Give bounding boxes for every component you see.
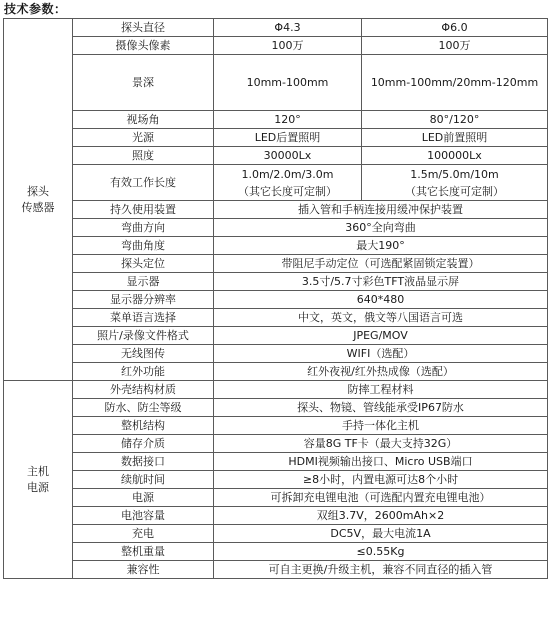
table-row (4, 363, 548, 381)
row-value: LED前置照明 (362, 129, 548, 147)
row-label: 弯曲方向 (73, 219, 214, 237)
row-label: 充电 (73, 525, 214, 543)
row-value (362, 165, 548, 201)
row-value: 100000Lx (362, 147, 548, 165)
row-label: 弯曲角度 (73, 237, 214, 255)
row-value: 360°全向弯曲 (214, 219, 548, 237)
row-value: WIFI（选配） (214, 345, 548, 363)
table-row (4, 219, 548, 237)
table-row (4, 453, 548, 471)
row-label: 光源 (73, 129, 214, 147)
row-label: 景深 (73, 55, 214, 111)
table-row (4, 55, 548, 111)
row-label: 探头定位 (73, 255, 214, 273)
row-value: 最大190° (214, 237, 548, 255)
row-label: 数据接口 (73, 453, 214, 471)
working-length-short: 1.0m/2.0m/3.0m (241, 167, 334, 181)
row-label: 续航时间 (73, 471, 214, 489)
row-value: 带阻尼手动定位（可选配紧固锁定装置） (214, 255, 548, 273)
row-label: 无线图传 (73, 345, 214, 363)
section-sensor (4, 19, 73, 381)
working-length-long: 1.5m/5.0m/10m (410, 167, 499, 181)
row-label: 显示器分辨率 (73, 291, 214, 309)
table-row (4, 237, 548, 255)
row-value: 120° (214, 111, 362, 129)
working-length-note: （其它长度可定制） (405, 184, 504, 198)
row-label: 整机重量 (73, 543, 214, 561)
table-row (4, 525, 548, 543)
section-host-line2: 电源 (27, 480, 49, 494)
table-row (4, 255, 548, 273)
table-row (4, 561, 548, 579)
row-label: 外壳结构材质 (73, 381, 214, 399)
row-value: 10mm-100mm/20mm-120mm (362, 55, 548, 111)
row-label: 探头直径 (73, 19, 214, 37)
row-value: 30000Lx (214, 147, 362, 165)
table-row (4, 507, 548, 525)
row-label: 电源 (73, 489, 214, 507)
table-row (4, 345, 548, 363)
row-value: 10mm-100mm (214, 55, 362, 111)
row-label: 有效工作长度 (73, 165, 214, 201)
working-length-note: （其它长度可定制） (238, 184, 337, 198)
table-row (4, 543, 548, 561)
row-label: 红外功能 (73, 363, 214, 381)
row-label: 显示器 (73, 273, 214, 291)
row-label: 菜单语言选择 (73, 309, 214, 327)
row-value: 插入管和手柄连接用缓冲保护装置 (214, 201, 548, 219)
row-label: 视场角 (73, 111, 214, 129)
row-value: 3.5寸/5.7寸彩色TFT液晶显示屏 (214, 273, 548, 291)
row-label: 照度 (73, 147, 214, 165)
row-value: ≤0.55Kg (214, 543, 548, 561)
table-row (4, 273, 548, 291)
table-row (4, 19, 548, 37)
row-label: 储存介质 (73, 435, 214, 453)
row-value: DC5V，最大电流1A (214, 525, 548, 543)
section-sensor-line2: 传感器 (21, 200, 55, 214)
table-row (4, 129, 548, 147)
row-value: 防摔工程材料 (214, 381, 548, 399)
row-label: 照片/录像文件格式 (73, 327, 214, 345)
table-row (4, 399, 548, 417)
row-value: 探头、物镜、管线能承受IP67防水 (214, 399, 548, 417)
row-value: 可自主更换/升级主机，兼容不同直径的插入管 (214, 561, 548, 579)
row-value: 80°/120° (362, 111, 548, 129)
table-row (4, 471, 548, 489)
table-row (4, 201, 548, 219)
row-value: LED后置照明 (214, 129, 362, 147)
row-value: 100万 (362, 37, 548, 55)
row-label: 整机结构 (73, 417, 214, 435)
table-row (4, 37, 548, 55)
table-row (4, 489, 548, 507)
table-row (4, 381, 548, 399)
row-value: HDMI视频输出接口、Micro USB端口 (214, 453, 548, 471)
row-value: 100万 (214, 37, 362, 55)
row-value: 手持一体化主机 (214, 417, 548, 435)
table-row (4, 165, 548, 201)
table-row (4, 309, 548, 327)
row-label: 持久使用装置 (73, 201, 214, 219)
row-value: 640*480 (214, 291, 548, 309)
row-value: 双组3.7V，2600mAh×2 (214, 507, 548, 525)
row-value: 可拆卸充电锂电池（可选配内置充电锂电池） (214, 489, 548, 507)
row-value: Φ6.0 (362, 19, 548, 37)
table-row (4, 291, 548, 309)
row-label: 摄像头像素 (73, 37, 214, 55)
row-label: 兼容性 (73, 561, 214, 579)
row-label: 防水、防尘等级 (73, 399, 214, 417)
table-row (4, 435, 548, 453)
table-row (4, 147, 548, 165)
spec-table (3, 18, 548, 579)
spec-heading: 技术参数： (4, 2, 67, 16)
row-value: JPEG/MOV (214, 327, 548, 345)
row-value: Φ4.3 (214, 19, 362, 37)
section-sensor-line1: 探头 (27, 184, 49, 198)
row-value (214, 165, 362, 201)
row-label: 电池容量 (73, 507, 214, 525)
section-host (4, 381, 73, 579)
table-row (4, 111, 548, 129)
table-row (4, 327, 548, 345)
row-value: 容量8G TF卡（最大支持32G） (214, 435, 548, 453)
row-value: 中文，英文，俄文等八国语言可选 (214, 309, 548, 327)
row-value: 红外夜视/红外热成像（选配） (214, 363, 548, 381)
row-value: ≥8小时，内置电源可达8个小时 (214, 471, 548, 489)
section-host-line1: 主机 (27, 464, 49, 478)
table-row (4, 417, 548, 435)
